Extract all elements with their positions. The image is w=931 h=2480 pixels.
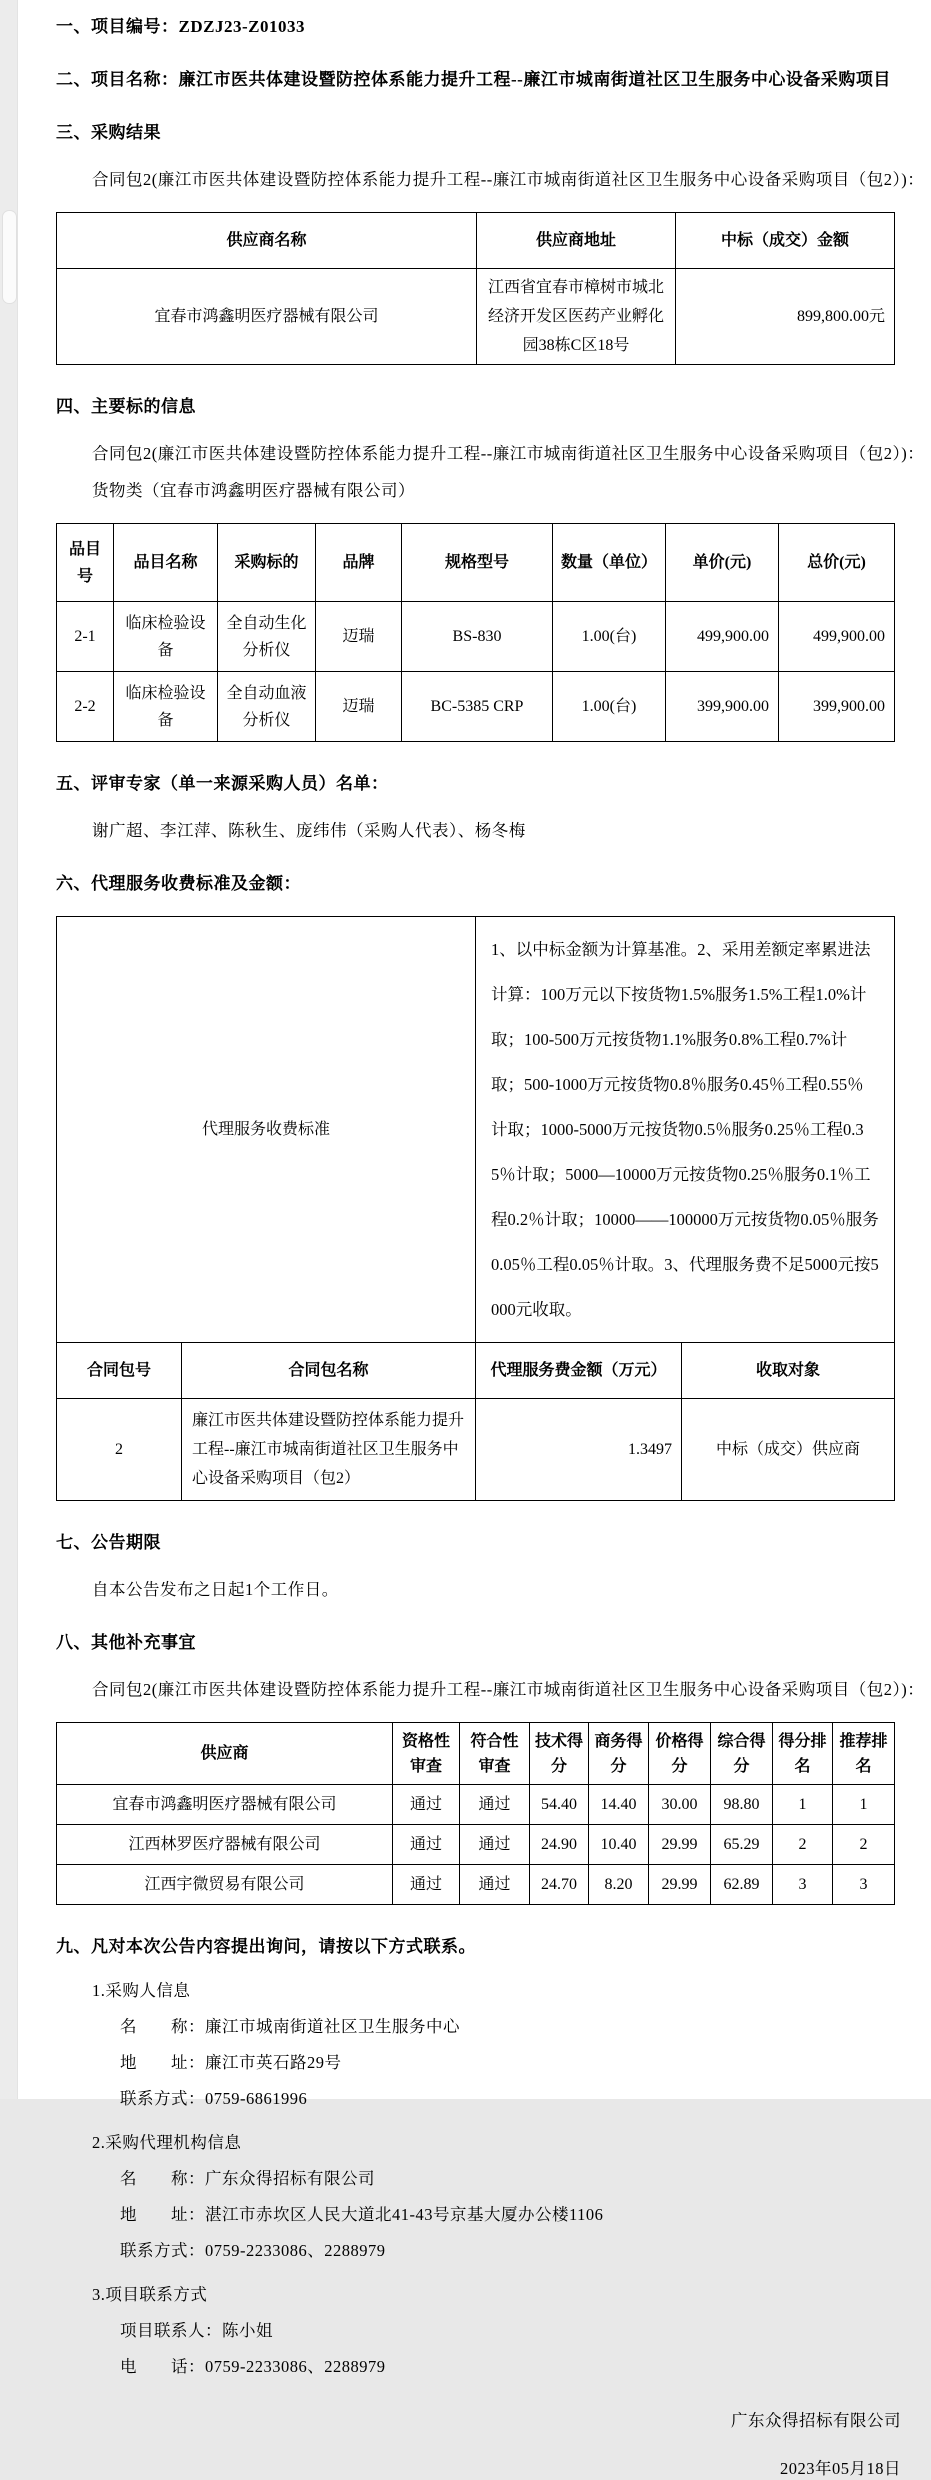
table-header-cell: 合同包名称: [182, 1343, 476, 1399]
table-header-cell: 代理服务费金额（万元）: [476, 1343, 682, 1399]
section-subject-info-title: 四、主要标的信息: [56, 397, 196, 416]
biz-score-cell: 8.20: [589, 1865, 649, 1905]
purchaser-phone-line: 联系方式：0759-6861996: [120, 2089, 308, 2108]
score-rank-cell: 1: [773, 1785, 833, 1825]
section-contact-title: 九、凡对本次公告内容提出询问，请按以下方式联系。: [56, 1937, 476, 1956]
table-header-cell: 品牌: [316, 524, 402, 602]
total-score-cell: 62.89: [711, 1865, 773, 1905]
brand-cell: 迈瑞: [316, 602, 402, 672]
table-row: [57, 1785, 895, 1825]
supplier-address-cell: 江西省宜春市樟树市城北经济开发区医药产业孵化园38栋C区18号: [477, 269, 676, 365]
table-row: [57, 672, 895, 742]
table-header-row: [57, 213, 895, 269]
table-row: [57, 1865, 895, 1905]
procurement-target-cell: 全自动生化分析仪: [218, 602, 316, 672]
signature-date: 2023年05月18日: [780, 2459, 901, 2478]
purchaser-info-heading: 1.采购人信息: [92, 1981, 191, 2000]
table-header-cell: 技术得分: [530, 1723, 589, 1785]
table-header-cell: 采购标的: [218, 524, 316, 602]
price-score-cell: 29.99: [649, 1865, 711, 1905]
table-row: [57, 917, 895, 1343]
qualification-cell: 通过: [393, 1825, 460, 1865]
tech-score-cell: 24.70: [530, 1865, 589, 1905]
total-score-cell: 98.80: [711, 1785, 773, 1825]
tech-score-cell: 54.40: [530, 1785, 589, 1825]
table-header-cell: 供应商地址: [477, 213, 676, 269]
experts-names: 谢广超、李江萍、陈秋生、庞纬伟（采购人代表）、杨冬梅: [92, 821, 526, 840]
table-header-row: [57, 524, 895, 602]
table-header-cell: 商务得分: [589, 1723, 649, 1785]
subject-info-table: [56, 523, 895, 742]
recommend-rank-cell: 1: [833, 1785, 895, 1825]
project-contact-person-line: 项目联系人：陈小姐: [120, 2321, 273, 2340]
purchaser-name-line: 名 称：廉江市城南街道社区卫生服务中心: [120, 2017, 460, 2036]
fee-standard-label-cell: 代理服务收费标准: [57, 917, 476, 1343]
total-price-cell: 499,900.00: [779, 602, 895, 672]
conformity-cell: 通过: [460, 1865, 530, 1905]
table-header-cell: 收取对象: [682, 1343, 895, 1399]
table-header-cell: 中标（成交）金额: [676, 213, 895, 269]
table-header-cell: 综合得分: [711, 1723, 773, 1785]
total-price-cell: 399,900.00: [779, 672, 895, 742]
table-header-cell: 合同包号: [57, 1343, 182, 1399]
project-contact-phone-line: 电 话：0759-2233086、2288979: [120, 2357, 386, 2376]
table-header-row: [57, 1343, 895, 1399]
agency-phone-line: 联系方式：0759-2233086、2288979: [120, 2241, 386, 2260]
item-name-cell: 临床检验设备: [114, 602, 218, 672]
section-project-number-title: 一、项目编号：ZDZJ23-Z01033: [56, 17, 305, 36]
recommend-rank-cell: 3: [833, 1865, 895, 1905]
section-supplementary-title: 八、其他补充事宜: [56, 1633, 196, 1652]
table-header-cell: 价格得分: [649, 1723, 711, 1785]
section-agency-fee-title: 六、代理服务收费标准及金额：: [56, 874, 301, 893]
section-project-name-title: 二、项目名称：廉江市医共体建设暨防控体系能力提升工程--廉江市城南街道社区卫生服务中心设备采购项目: [56, 70, 891, 89]
notice-period-body: 自本公告发布之日起1个工作日。: [92, 1580, 339, 1599]
table-header-cell: 资格性审查: [393, 1723, 460, 1785]
price-score-cell: 30.00: [649, 1785, 711, 1825]
supplier-name-cell: 宜春市鸿鑫明医疗器械有限公司: [57, 269, 477, 365]
supplier-cell: 宜春市鸿鑫明医疗器械有限公司: [57, 1785, 393, 1825]
recommend-rank-cell: 2: [833, 1825, 895, 1865]
quantity-cell: 1.00(台): [553, 602, 666, 672]
subject-info-subtitle: 货物类（宜春市鸿鑫明医疗器械有限公司）: [92, 481, 415, 500]
purchaser-address-line: 地 址：廉江市英石路29号: [120, 2053, 342, 2072]
table-header-cell: 得分排名: [773, 1723, 833, 1785]
total-score-cell: 65.29: [711, 1825, 773, 1865]
table-header-cell: 规格型号: [402, 524, 553, 602]
qualification-cell: 通过: [393, 1865, 460, 1905]
model-cell: BS-830: [402, 602, 553, 672]
unit-price-cell: 499,900.00: [666, 602, 779, 672]
brand-cell: 迈瑞: [316, 672, 402, 742]
score-rank-cell: 2: [773, 1825, 833, 1865]
table-header-cell: 数量（单位）: [553, 524, 666, 602]
table-header-cell: 品目名称: [114, 524, 218, 602]
unit-price-cell: 399,900.00: [666, 672, 779, 742]
item-no-cell: 2-2: [57, 672, 114, 742]
item-no-cell: 2-1: [57, 602, 114, 672]
item-name-cell: 临床检验设备: [114, 672, 218, 742]
table-header-cell: 供应商: [57, 1723, 393, 1785]
announcement-content: [18, 0, 931, 2480]
table-row: [57, 269, 895, 365]
subject-info-intro: 合同包2(廉江市医共体建设暨防控体系能力提升工程--廉江市城南街道社区卫生服务中心设备采购项目（包2）)：: [92, 444, 925, 463]
scrollbar-thumb[interactable]: [2, 210, 17, 304]
table-header-cell: 符合性审查: [460, 1723, 530, 1785]
project-contact-heading: 3.项目联系方式: [92, 2285, 208, 2304]
fee-amount-cell: 1.3497: [476, 1399, 682, 1501]
table-header-cell: 总价(元): [779, 524, 895, 602]
table-header-cell: 推荐排名: [833, 1723, 895, 1785]
tech-score-cell: 24.90: [530, 1825, 589, 1865]
table-header-cell: 供应商名称: [57, 213, 477, 269]
table-row: [57, 602, 895, 672]
procurement-target-cell: 全自动血液分析仪: [218, 672, 316, 742]
supplier-cell: 江西宇微贸易有限公司: [57, 1865, 393, 1905]
score-rank-cell: 3: [773, 1865, 833, 1905]
agency-info-heading: 2.采购代理机构信息: [92, 2133, 242, 2152]
fee-standard-text-cell: 1、以中标金额为计算基准。2、采用差额定率累进法计算：100万元以下按货物1.5%服务1.5%工程1.0%计取；100-500万元按货物1.1%服务0.8%工程0.7%计取；500-1000万元按货物0.8％服务0.45％工程0.55％计取；1000-5000万元按货物0.5％服务0.25％工程0.35％计取；5000—10000万元按货物0.25％服务0.1％工程0.2％计取；10000——100000万元按货物0.05％服务0.05％工程0.05％计取。3、代理服务费不足5000元按5000元收取。: [476, 917, 895, 1343]
package-no-cell: 2: [57, 1399, 182, 1501]
conformity-cell: 通过: [460, 1825, 530, 1865]
agency-name-line: 名 称：广东众得招标有限公司: [120, 2169, 375, 2188]
agency-fee-amount-table: [56, 1342, 895, 1501]
section-procurement-result-title: 三、采购结果: [56, 123, 161, 142]
qualification-cell: 通过: [393, 1785, 460, 1825]
scrollbar-track[interactable]: [0, 0, 18, 2099]
model-cell: BC-5385 CRP: [402, 672, 553, 742]
table-row: [57, 1825, 895, 1865]
conformity-cell: 通过: [460, 1785, 530, 1825]
signature-company: 广东众得招标有限公司: [731, 2411, 901, 2430]
biz-score-cell: 14.40: [589, 1785, 649, 1825]
biz-score-cell: 10.40: [589, 1825, 649, 1865]
award-amount-cell: 899,800.00元: [676, 269, 895, 365]
table-header-row: [57, 1723, 895, 1785]
table-header-cell: 单价(元): [666, 524, 779, 602]
procurement-result-table: [56, 212, 895, 365]
section-notice-period-title: 七、公告期限: [56, 1533, 161, 1552]
evaluation-score-table: [56, 1722, 895, 1905]
package-name-cell: 廉江市医共体建设暨防控体系能力提升工程--廉江市城南街道社区卫生服务中心设备采购项目（包2）: [182, 1399, 476, 1501]
table-row: [57, 1399, 895, 1501]
agency-address-line: 地 址：湛江市赤坎区人民大道北41-43号京基大厦办公楼1106: [120, 2205, 604, 2224]
supplementary-intro: 合同包2(廉江市医共体建设暨防控体系能力提升工程--廉江市城南街道社区卫生服务中心设备采购项目（包2）)：: [92, 1680, 925, 1699]
section-experts-title: 五、评审专家（单一来源采购人员）名单：: [56, 774, 389, 793]
quantity-cell: 1.00(台): [553, 672, 666, 742]
fee-payer-cell: 中标（成交）供应商: [682, 1399, 895, 1501]
procurement-result-intro: 合同包2(廉江市医共体建设暨防控体系能力提升工程--廉江市城南街道社区卫生服务中心设备采购项目（包2）)：: [92, 170, 925, 189]
price-score-cell: 29.99: [649, 1825, 711, 1865]
agency-fee-standard-table: [56, 916, 895, 1343]
supplier-cell: 江西林罗医疗器械有限公司: [57, 1825, 393, 1865]
table-header-cell: 品目号: [57, 524, 114, 602]
